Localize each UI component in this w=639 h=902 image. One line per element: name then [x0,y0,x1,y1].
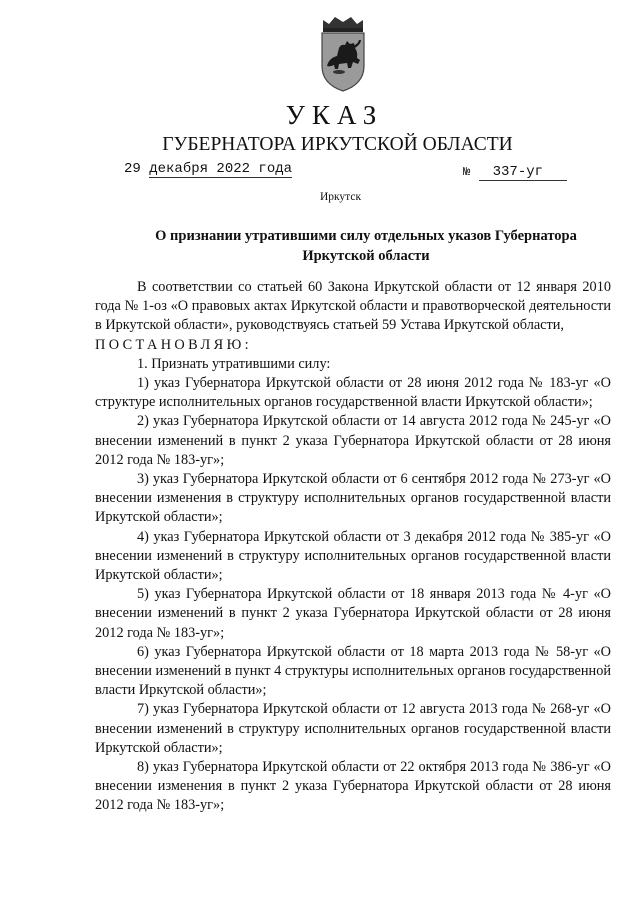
list-item: 3) указ Губернатора Иркутской области от 6 сентября 2012 года № 273-уг «О внесении изменения в структуру исполнительных органов государственной власти Иркутской области»; [95,471,611,526]
list-item: 1. Признать утратившими силу: [137,355,331,372]
list-item: 7) указ Губернатора Иркутской области от 12 августа 2013 года № 268-уг «О внесении изменений в структуру исполнительных органов государственной власти Иркутской области»; [95,701,611,756]
list-item: 5) указ Губернатора Иркутской области от 18 января 2013 года № 4-уг «О внесении изменений в пункт 2 указа Губернатора Иркутской области от 28 июня 2012 года № 183-уг»; [95,586,611,641]
list-item: 2) указ Губернатора Иркутской области от 14 августа 2012 года № 245-уг «О внесении изменений в пункт 2 указа Губернатора Иркутской области от 28 июня 2012 года № 183-уг»; [95,413,611,468]
city-label: Иркутск [319,191,362,203]
coat-of-arms-emblem [317,14,369,94]
list-item: 6) указ Губернатора Иркутской области от 18 марта 2013 года № 58-уг «О внесении изменений в пункт 4 структуры исполнительных органов государственной власти Иркутской области»; [95,643,611,699]
date-day: 29 [124,161,141,177]
list-item: 4) указ Губернатора Иркутской области от 3 декабря 2012 года № 385-уг «О внесении изменений в структуру исполнительных органов государственной власти Иркутской области»; [95,528,611,584]
number-symbol: № [463,165,471,179]
document-number [463,164,567,181]
document-type-title: УКАЗ [285,100,384,130]
number-value: 337-уг [479,164,567,181]
document-date [124,161,292,178]
list-item: 1) указ Губернатора Иркутской области от 28 июня 2012 года № 183-уг «О структуре исполнительных органов государственной власти Иркутской области»; [95,375,611,411]
document-body [95,278,611,816]
decree-word: ПОСТАНОВЛЯЮ: [95,336,253,353]
date-month-year: декабря 2022 года [149,161,293,177]
issuer-subtitle: ГУБЕРНАТОРА ИРКУТСКОЙ ОБЛАСТИ [162,134,513,155]
list-item: 8) указ Губернатора Иркутской области от 22 октября 2013 года № 386-уг «О внесении изменения в пункт 2 указа Губернатора Иркутской области от 28 июня 2012 года № 183-уг»; [95,759,611,814]
document-heading: О признании утратившими силу отдельных указов Губернатора Иркутской области [155,228,577,264]
preamble-paragraph: В соответствии со статьей 60 Закона Иркутской области от 12 января 2010 года № 1-оз «О правовых актах Иркутской области и правотворческой деятельности в Иркутской области», руководствуясь статьей 59 Устава Иркутской области, [95,279,611,334]
